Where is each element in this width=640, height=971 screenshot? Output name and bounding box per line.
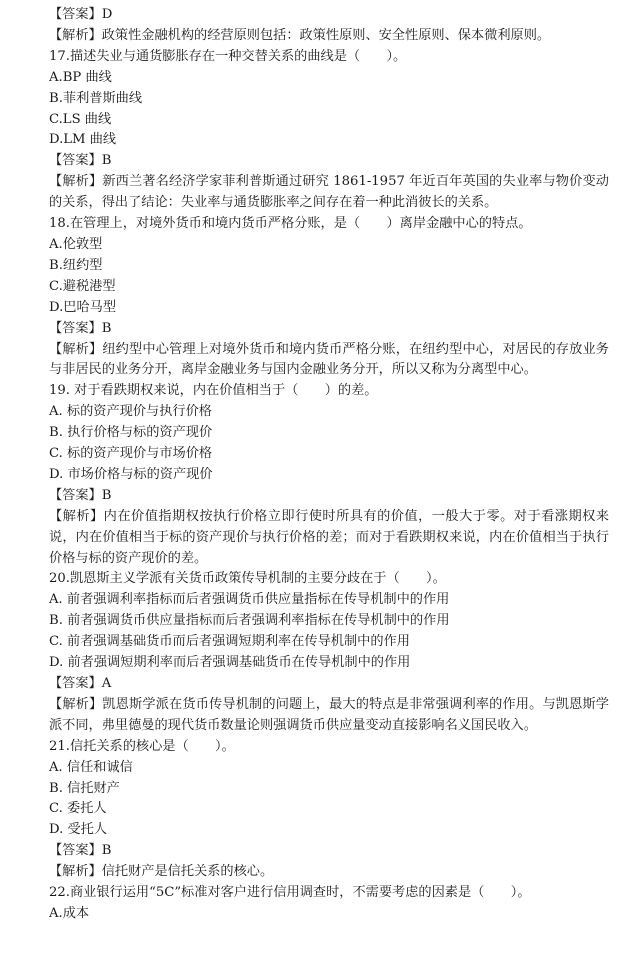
- option-c: C. 委托人: [49, 801, 107, 817]
- explanation-paragraph: 【解析】纽约型中心管理上对境外货币和境内货币严格分账，在纽约型中心，对居民的存放业务与非居民的业务分开，离岸金融业务与国内金融业务分开，所以又称为分离型中心。: [49, 341, 609, 378]
- answer-line: 【答案】B: [49, 153, 112, 169]
- answer-line: 【答案】A: [49, 676, 112, 691]
- answer-line: 【答案】B: [49, 320, 112, 336]
- option-b: B.纽约型: [49, 257, 103, 273]
- explanation-paragraph: 【解析】凯恩斯学派在货币传导机制的问题上，最大的特点是非常强调利率的作用。与凯恩斯学派不同，弗里德曼的现代货币数量论则强调货币供应量变动直接影响名义国民收入。: [49, 696, 609, 733]
- question-17: 17.描述失业与通货膨胀存在一种交替关系的曲线是（ ）。: [49, 48, 407, 64]
- explanation-line: 【解析】信托财产是信托关系的核心。: [49, 864, 274, 880]
- option-b: B. 执行价格与标的资产现价: [49, 425, 213, 441]
- option-c: C. 标的资产现价与市场价格: [49, 446, 213, 462]
- option-d: D.LM 曲线: [49, 132, 117, 148]
- answer-line: 【答案】B: [49, 843, 112, 859]
- question-21: 21.信托关系的核心是（ ）。: [49, 738, 235, 754]
- option-c: C.LS 曲线: [49, 111, 112, 127]
- answer-line: 【答案】B: [49, 487, 112, 503]
- option-a: A. 前者强调利率指标而后者强调货币供应量指标在传导机制中的作用: [49, 592, 450, 608]
- option-a: A. 信任和诚信: [49, 759, 133, 775]
- explanation-paragraph: 【解析】新西兰著名经济学家菲利普斯通过研究 1861-1957 年近百年英国的失业率与物价变动的关系，得出了结论：失业率与通货膨胀率之间存在着一种此消彼长的关系。: [49, 174, 609, 211]
- option-d: D. 市场价格与标的资产现价: [49, 466, 213, 482]
- option-a: A.伦敦型: [49, 236, 103, 252]
- document-body: [49, 5, 609, 925]
- option-a: A. 标的资产现价与执行价格: [49, 404, 212, 420]
- explanation-paragraph: 【解析】内在价值指期权按执行价格立即行使时所具有的价值，一般大于零。对于看涨期权来说，内在价值相当于标的资产现价与执行价格的差；而对于看跌期权来说，内在价值相当于执行价格与标的资产现价的差。: [49, 508, 609, 566]
- question-20: 20.凯恩斯主义学派有关货币政策传导机制的主要分歧在于（ ）。: [49, 571, 446, 587]
- question-22: 22.商业银行运用“5C”标准对客户进行信用调查时，不需要考虑的因素是（ ）。: [49, 885, 531, 901]
- option-b: B.菲利普斯曲线: [49, 90, 143, 106]
- option-c: C. 前者强调基础货币而后者强调短期利率在传导机制中的作用: [49, 634, 410, 650]
- option-d: D. 受托人: [49, 822, 108, 838]
- option-d: D. 前者强调短期利率而后者强调基础货币在传导机制中的作用: [49, 655, 411, 671]
- option-d: D.巴哈马型: [49, 299, 117, 315]
- question-18: 18.在管理上，对境外货币和境内货币严格分账，是（ ）离岸金融中心的特点。: [49, 216, 532, 232]
- question-19: 19. 对于看跌期权来说，内在价值相当于（ ）的差。: [49, 383, 378, 399]
- option-b: B. 前者强调货币供应量指标而后者强调利率指标在传导机制中的作用: [49, 613, 450, 629]
- option-a: A.BP 曲线: [49, 69, 112, 85]
- option-a: A.成本: [49, 905, 90, 921]
- option-c: C.避税港型: [49, 278, 116, 294]
- answer-line: 【答案】D: [49, 7, 113, 22]
- explanation-line: 【解析】政策性金融机构的经营原则包括：政策性原则、安全性原则、保本微利原则。: [49, 27, 551, 43]
- option-b: B. 信托财产: [49, 780, 120, 796]
